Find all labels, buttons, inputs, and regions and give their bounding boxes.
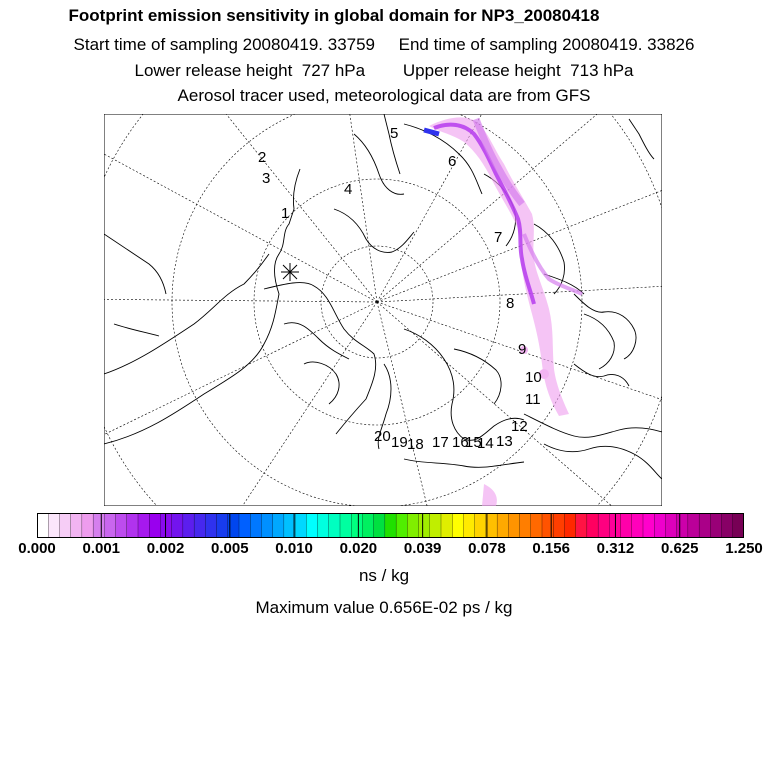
colorbar-tick-label: 0.001 [82, 540, 121, 557]
colorbar-cell [385, 513, 397, 538]
colorbar-cell [665, 513, 677, 538]
colorbar-cell [116, 513, 128, 538]
day-label: 11 [525, 391, 541, 408]
colorbar-cell [542, 513, 554, 538]
colorbar-cell [239, 513, 251, 538]
colorbar-cell [138, 513, 150, 538]
colorbar-cell [508, 513, 520, 538]
colorbar-cell [677, 513, 689, 538]
colorbar-cell [261, 513, 273, 538]
colorbar-cell [520, 513, 532, 538]
colorbar-cell [250, 513, 262, 538]
colorbar-cell [598, 513, 610, 538]
colorbar-cell [217, 513, 229, 538]
day-label: 4 [344, 181, 353, 198]
map-title: Footprint emission sensitivity in global domain for NP3_20080418 [68, 6, 600, 25]
colorbar-cell [587, 513, 599, 538]
colorbar-cell [160, 513, 172, 538]
day-label: 19 [391, 434, 408, 451]
colorbar-cell [127, 513, 139, 538]
colorbar-tick-label: 0.039 [403, 540, 442, 557]
colorbar-tick-label: 0.000 [18, 540, 56, 557]
colorbar-tick-label: 0.312 [596, 540, 635, 557]
colorbar-cell [194, 513, 206, 538]
colorbar-cell [351, 513, 363, 538]
colorbar-cell [654, 513, 666, 538]
colorbar-cell [273, 513, 285, 538]
colorbar-cell [340, 513, 352, 538]
colorbar-cell [172, 513, 184, 538]
day-label: 7 [494, 229, 503, 246]
day-label: 15 [465, 434, 482, 451]
maximum-value-line: Maximum value 0.656E-02 ps / kg [255, 598, 513, 617]
colorbar-cell [576, 513, 588, 538]
colorbar-cell [419, 513, 431, 538]
colorbar-cell [183, 513, 195, 538]
colorbar-tick-label: 0.005 [211, 540, 249, 557]
colorbar-cell [733, 513, 744, 538]
colorbar-tick-label: 0.002 [146, 540, 185, 557]
colorbar-tick-label: 0.156 [532, 540, 570, 557]
colorbar-cell [71, 513, 83, 538]
colorbar-unit-label: ns / kg [358, 566, 410, 585]
colorbar-cell [475, 513, 487, 538]
colorbar-cell [643, 513, 655, 538]
day-label: 16 [452, 434, 469, 451]
colorbar-cell [722, 513, 734, 538]
day-label: 10 [525, 369, 542, 386]
colorbar-cell [318, 513, 330, 538]
colorbar-cell [564, 513, 576, 538]
colorbar-cell [531, 513, 543, 538]
colorbar-cell [430, 513, 442, 538]
colorbar-cell [149, 513, 161, 538]
day-label: 1 [281, 205, 290, 222]
colorbar-tick-label: 0.078 [468, 540, 506, 557]
day-label: 6 [448, 153, 457, 170]
release-height-line: Lower release height 727 hPa Upper release height 713 hPa [134, 61, 634, 80]
colorbar [37, 513, 744, 538]
colorbar-cell [699, 513, 711, 538]
receptor-asterisk-icon [281, 263, 299, 281]
day-label: 17 [432, 434, 449, 451]
colorbar-cell [621, 513, 633, 538]
colorbar-cell [374, 513, 386, 538]
day-label: 14 [477, 435, 494, 452]
colorbar-cell [295, 513, 307, 538]
colorbar-tick-label: 0.625 [660, 540, 699, 557]
colorbar-cell [688, 513, 700, 538]
colorbar-cell [205, 513, 217, 538]
colorbar-cell [553, 513, 565, 538]
tracer-info-line: Aerosol tracer used, meteorological data are from GFS [177, 86, 591, 105]
colorbar-cell [329, 513, 341, 538]
colorbar-tick-label: 0.020 [339, 540, 378, 557]
colorbar-tick-label: 1.250 [725, 540, 763, 557]
colorbar-cell [710, 513, 722, 538]
day-label: 5 [390, 125, 399, 142]
colorbar-cell [632, 513, 644, 538]
colorbar-cells [37, 513, 744, 538]
colorbar-cell [37, 513, 49, 538]
colorbar-cell [407, 513, 419, 538]
colorbar-cell [452, 513, 464, 538]
colorbar-cell [463, 513, 475, 538]
day-label: 9 [518, 341, 527, 358]
colorbar-tick-label: 0.010 [275, 540, 313, 557]
polar-map [104, 114, 662, 506]
day-label: 2 [258, 149, 267, 166]
colorbar-cell [441, 513, 453, 538]
colorbar-cell [59, 513, 71, 538]
colorbar-cell [82, 513, 94, 538]
day-label: 8 [506, 295, 515, 312]
day-label: 12 [511, 418, 528, 435]
colorbar-cell [486, 513, 498, 538]
colorbar-cell [306, 513, 318, 538]
colorbar-cell [48, 513, 60, 538]
day-label: 3 [262, 170, 271, 187]
sampling-time-line: Start time of sampling 20080419. 33759 End time of sampling 20080419. 33826 [73, 35, 695, 54]
day-label: 13 [496, 433, 513, 450]
colorbar-cell [104, 513, 116, 538]
colorbar-cell [497, 513, 509, 538]
day-label: 18 [407, 436, 424, 453]
colorbar-cell [362, 513, 374, 538]
colorbar-cell [93, 513, 105, 538]
day-label: 20 [374, 428, 391, 445]
colorbar-cell [396, 513, 408, 538]
